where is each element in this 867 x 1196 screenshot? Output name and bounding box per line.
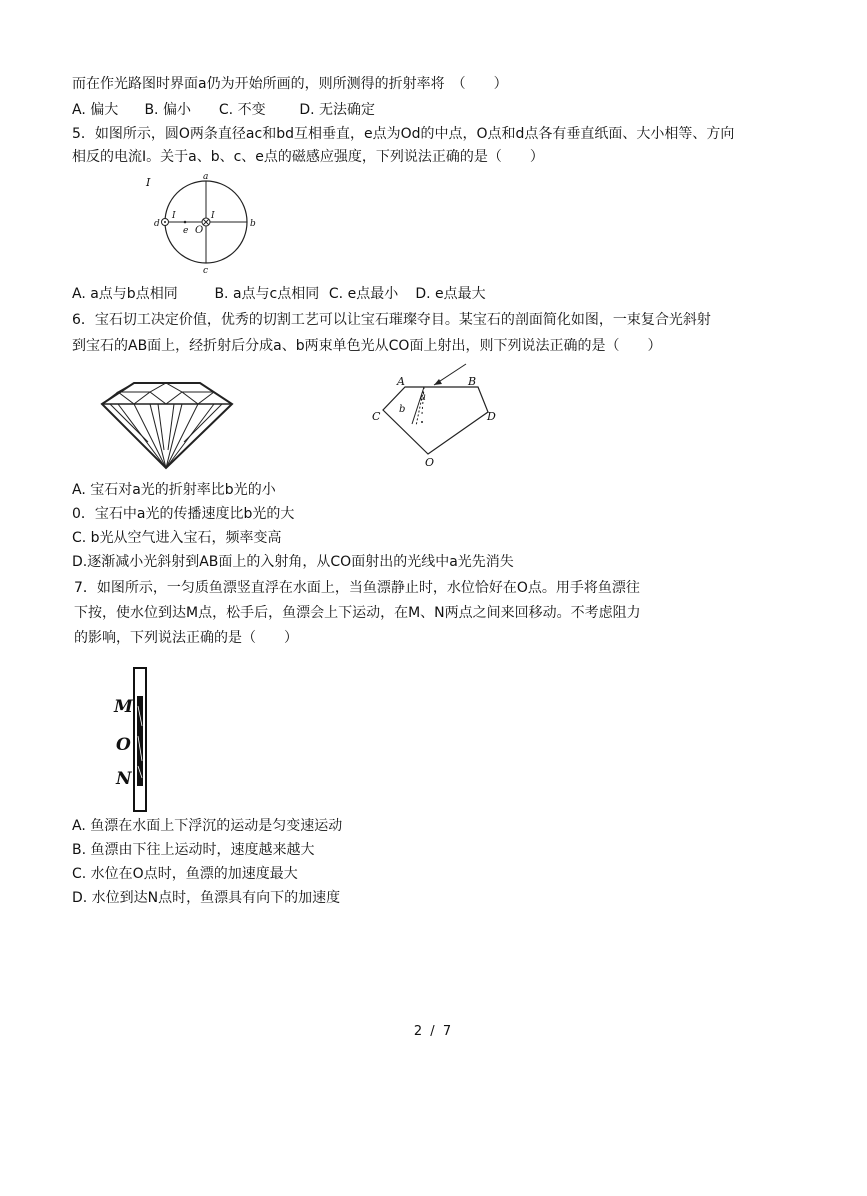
q6-diamond-figure: [98, 380, 238, 472]
q6-stem-line2: 到宝石的AB面上，经折射后分成a、b两束单色光从CO面上射出，则下列说法正确的是（ ）: [72, 338, 662, 354]
q6-label-a: a: [420, 392, 426, 403]
q5-label-d: d: [154, 219, 160, 229]
q7-label-N: N: [116, 769, 132, 789]
q4-options: [72, 100, 375, 120]
q5-option-a: A. a点与b点相同: [72, 286, 178, 302]
q7-stem-line3: 的影响，下列说法正确的是（ ）: [74, 630, 298, 646]
q5-label-I-top: I: [146, 176, 151, 189]
q7-float-figure: [110, 666, 160, 814]
q6-option-b: 0．宝石中a光的传播速度比b光的大: [72, 506, 295, 522]
q4-option-c: C. 不变: [218, 102, 266, 118]
q6-label-C: C: [372, 410, 381, 423]
q5-option-b: B. a点与c点相同: [214, 286, 320, 302]
q7-label-O: O: [116, 735, 131, 755]
q5-label-O: O: [195, 225, 204, 236]
q7-option-a: A. 鱼漂在水面上下浮沉的运动是匀变速运动: [72, 818, 343, 834]
q4-option-b: B. 偏小: [144, 102, 191, 118]
q7-stem-line1: 7．如图所示，一匀质鱼漂竖直浮在水面上，当鱼漂静止时，水位恰好在O点。用手将鱼漂往: [74, 580, 640, 596]
q7-stem-line2: 下按，使水位到达M点，松手后，鱼漂会上下运动，在M、N两点之间来回移动。不考虑阻力: [74, 605, 641, 621]
q6-label-A: A: [397, 375, 405, 388]
q6-label-B: B: [468, 375, 477, 388]
q5-option-d: D. e点最大: [415, 286, 486, 302]
q5-label-I-left: I: [172, 211, 176, 221]
q6-option-a: A. 宝石对a光的折射率比b光的小: [72, 482, 276, 498]
q5-circle-figure: [140, 172, 270, 282]
q5-label-b: b: [250, 219, 256, 229]
q4-tail-text: 而在作光路图时界面a仍为开始所画的，则所测得的折射率将 （ ）: [72, 76, 508, 92]
q6-label-D: D: [487, 410, 496, 423]
q6-stem-line1: 6．宝石切工决定价值，优秀的切割工艺可以让宝石璀璨夺目。某宝石的剖面简化如图，一束复合光斜射: [72, 312, 711, 328]
q5-label-a: a: [203, 172, 209, 182]
q6-option-c: C. b光从空气进入宝石，频率变高: [72, 530, 282, 546]
q6-gem-section-figure: [368, 362, 508, 468]
q5-label-e: e: [183, 226, 189, 236]
q5-stem-line1: 5．如图所示，圆O两条直径ac和bd互相垂直，e点为Od的中点，O点和d点各有垂直纸面、大小相等、方向: [72, 126, 735, 142]
q6-label-O: O: [425, 456, 435, 469]
q4-option-a: A. 偏大: [72, 102, 119, 118]
q5-stem-line2: 相反的电流I。关于a、b、c、e点的磁感应强度，下列说法正确的是（ ）: [72, 149, 544, 165]
q4-option-d: D. 无法确定: [299, 102, 376, 118]
q7-option-b: B. 鱼漂由下往上运动时，速度越来越大: [72, 842, 315, 858]
page-number: 2 / 7: [413, 1024, 454, 1039]
q6-label-b: b: [399, 404, 406, 415]
q5-options: [72, 284, 486, 304]
q6-option-d: D.逐渐减小光斜射到AB面上的入射角，从CO面射出的光线中a光先消失: [72, 554, 514, 570]
q7-label-M: M: [114, 697, 133, 717]
q7-option-d: D. 水位到达N点时，鱼漂具有向下的加速度: [72, 890, 341, 906]
q5-option-c: C. e点最小: [328, 286, 399, 302]
q5-label-I-right: I: [211, 211, 215, 221]
q5-label-c: c: [203, 266, 209, 276]
q7-option-c: C. 水位在O点时，鱼漂的加速度最大: [72, 866, 298, 882]
